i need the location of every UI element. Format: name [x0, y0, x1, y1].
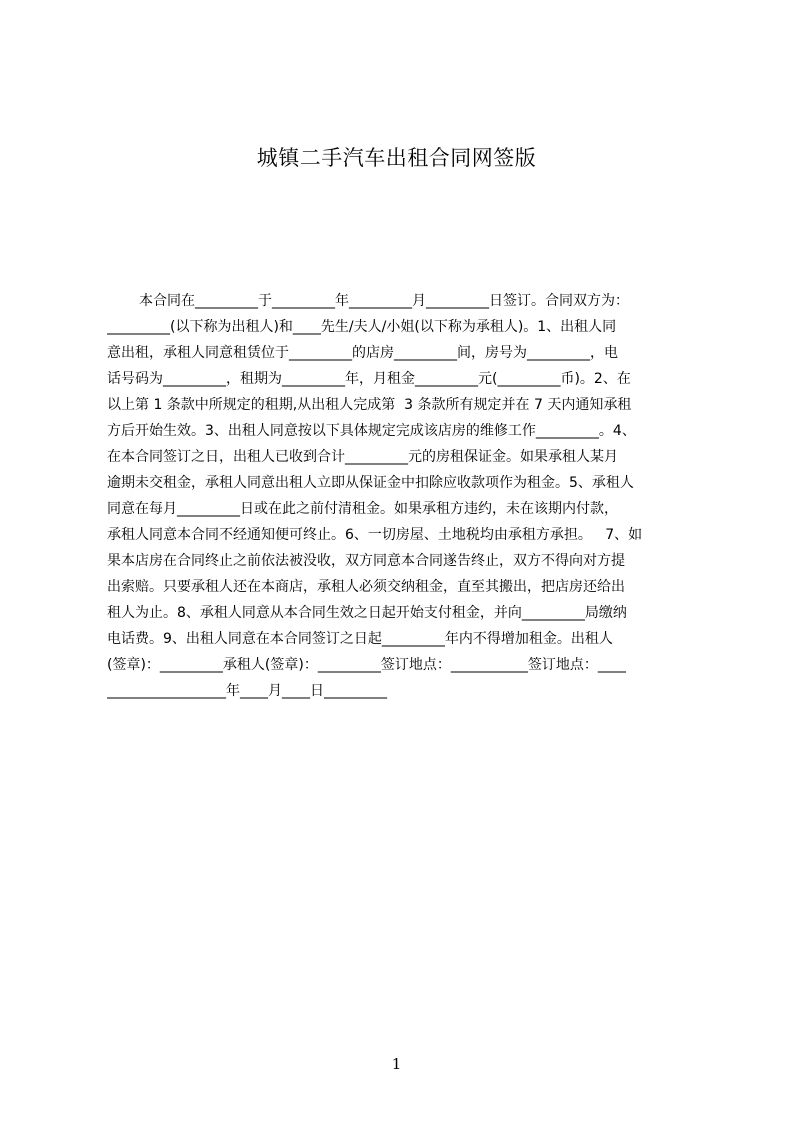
contract-line-7: 在本合同签订之日，出租人已收到合计_________元的房租保证金。如果承租人某月	[107, 449, 618, 465]
contract-line-10: 承租人同意本合同不经通知便可终止。6、一切房屋、土地税均由承租方承担。 7、如	[107, 527, 643, 543]
contract-line-13: 租人为止。8、承租人同意从本合同生效之日起开始支付租金，并向_________局缴纳	[107, 605, 627, 621]
page-number: 1	[391, 1055, 402, 1073]
contract-line-16: _________________年____月____日_________	[107, 683, 387, 699]
contract-line-6: 方后开始生效。3、出租人同意按以下具体规定完成该店房的维修工作_________。4、	[107, 423, 636, 439]
contract-line-14: 电话费。9、出租人同意在本合同签订之日起_________年内不得增加租金。出租人	[107, 631, 613, 647]
contract-line-5: 以上第 1 条款中所规定的租期,从出租人完成第 3 条款所有规定并在 7 天内通知承租	[107, 397, 632, 413]
document-title: 城镇二手汽车出租合同网签版	[256, 146, 537, 170]
contract-line-3: 意出租，承租人同意租赁位于_________的店房_________间，房号为_________，电	[107, 345, 618, 361]
contract-line-4: 话号码为_________，租期为_________年，月租金_________元(_________币)。2、在	[107, 371, 631, 387]
contract-line-8: 逾期未交租金，承租人同意出租人立即从保证金中扣除应收款项作为租金。5、承租人	[107, 475, 634, 491]
contract-line-9: 同意在每月_________日或在此之前付清租金。如果承租方违约，未在该期内付款，	[107, 501, 618, 517]
contract-line-1: 本合同在_________于_________年_________月_________日签订。合同双方为：	[139, 293, 629, 309]
contract-body	[0, 288, 793, 728]
contract-line-15: (签章)：_________承租人(签章)：_________签订地点：___________签订地点：____	[107, 657, 626, 673]
contract-line-2: _________(以下称为出租人)和____先生/夫人/小姐(以下称为承租人)。1、出租人同	[107, 319, 617, 335]
contract-line-12: 出索赔。只要承租人还在本商店，承租人必须交纳租金，直至其搬出，把店房还给出	[107, 579, 625, 595]
contract-line-11: 果本店房在合同终止之前依法被没收，双方同意本合同遂告终止，双方不得向对方提	[107, 553, 625, 569]
